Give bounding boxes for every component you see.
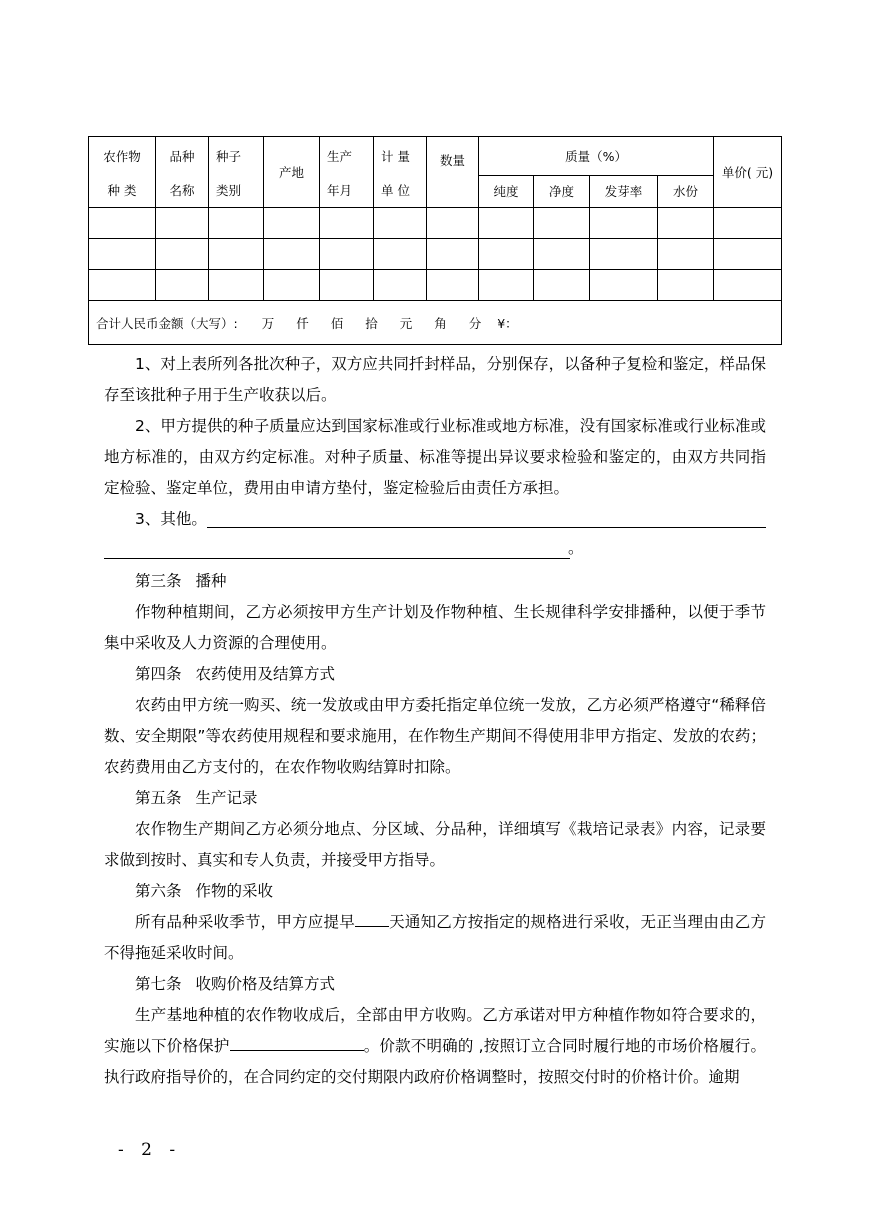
article-6-heading: 第六条 作物的采收	[135, 882, 274, 900]
article-3-heading: 第三条 播种	[135, 572, 227, 590]
article-3-text: 作物种植期间，乙方必须按甲方生产计划及作物种植、生长规律科学安排播种，以便于季节集中采收及人力资源的合理使用。	[104, 603, 766, 652]
page-number: - 2 -	[118, 1140, 182, 1160]
header-cleanliness: 净度	[534, 175, 590, 207]
article-4-heading: 第四条 农药使用及结算方式	[135, 665, 336, 683]
header-variety-name: 品种 名称	[156, 137, 209, 208]
article-6-text: 所有品种采收季节，甲方应提早 天通知乙方按指定的规格进行采收，无正当理由由乙方不得拖延采收时间。	[104, 907, 766, 969]
table-row	[89, 270, 782, 301]
total-label: 合计人民币金额（大写）:	[96, 315, 238, 331]
article-4-text: 农药由甲方统一购买、统一发放或由甲方委托指定单位统一发放，乙方必须严格遵守“稀释倍数、安全期限”等农药使用规程和要求施用，在作物生产期间不得使用非甲方指定、发放的农药；农药费用由乙方支付的，在农作物收购结算时扣除。	[104, 696, 766, 776]
article-7-text: 生产基地种植的农作物收成后，全部由甲方收购。乙方承诺对甲方种植作物如符合要求的，实施以下价格保护 。价款不明确的 ,按照订立合同时履行地的市场价格履行。执行政府指导价的，在合同约定的交付期限内政府价格调整时，按照交付时的价格计价。逾期	[104, 1006, 766, 1086]
other-blank-line-2: 。	[104, 535, 766, 566]
other-blank-line	[207, 507, 766, 528]
header-unit: 计 量 单 位	[374, 137, 427, 208]
clause-item-3: 3、其他。	[104, 504, 766, 535]
header-crop-type: 农作物 种 类	[89, 137, 156, 208]
total-amount-units: 万 仟 佰 拾 元 角 分 ¥：	[261, 315, 518, 331]
total-row	[89, 301, 782, 345]
header-origin: 产地	[264, 137, 320, 208]
seed-table	[88, 136, 782, 345]
header-germination-rate: 发芽率	[590, 175, 658, 207]
table-row	[89, 208, 782, 239]
contract-body	[104, 349, 766, 1093]
header-unit-price: 单价( 元)	[714, 137, 782, 208]
header-production-date: 生产 年月	[320, 137, 374, 208]
table-row	[89, 239, 782, 270]
price-protection-blank	[230, 1032, 364, 1051]
header-quantity: 数量	[427, 137, 479, 208]
header-purity: 纯度	[479, 175, 534, 207]
header-seed-category: 种子 类别	[209, 137, 264, 208]
article-5-text: 农作物生产期间乙方必须分地点、分区域、分品种，详细填写《栽培记录表》内容，记录要求做到按时、真实和专人负责，并接受甲方指导。	[104, 820, 766, 869]
clause-item-2: 2、甲方提供的种子质量应达到国家标准或行业标准或地方标准，没有国家标准或行业标准或地方标准的，由双方约定标准。对种子质量、标准等提出异议要求检验和鉴定的，由双方共同指定检验、鉴定单位，费用由申请方垫付，鉴定检验后由责任方承担。	[104, 417, 766, 497]
header-quality: 质量（%）	[479, 137, 714, 176]
clause-item-1: 1、对上表所列各批次种子，双方应共同扦封样品，分别保存，以备种子复检和鉴定，样品保存至该批种子用于生产收获以后。	[104, 355, 766, 404]
article-5-heading: 第五条 生产记录	[135, 789, 258, 807]
article-7-heading: 第七条 收购价格及结算方式	[135, 975, 336, 993]
header-moisture: 水份	[658, 175, 714, 207]
days-blank	[355, 908, 389, 927]
